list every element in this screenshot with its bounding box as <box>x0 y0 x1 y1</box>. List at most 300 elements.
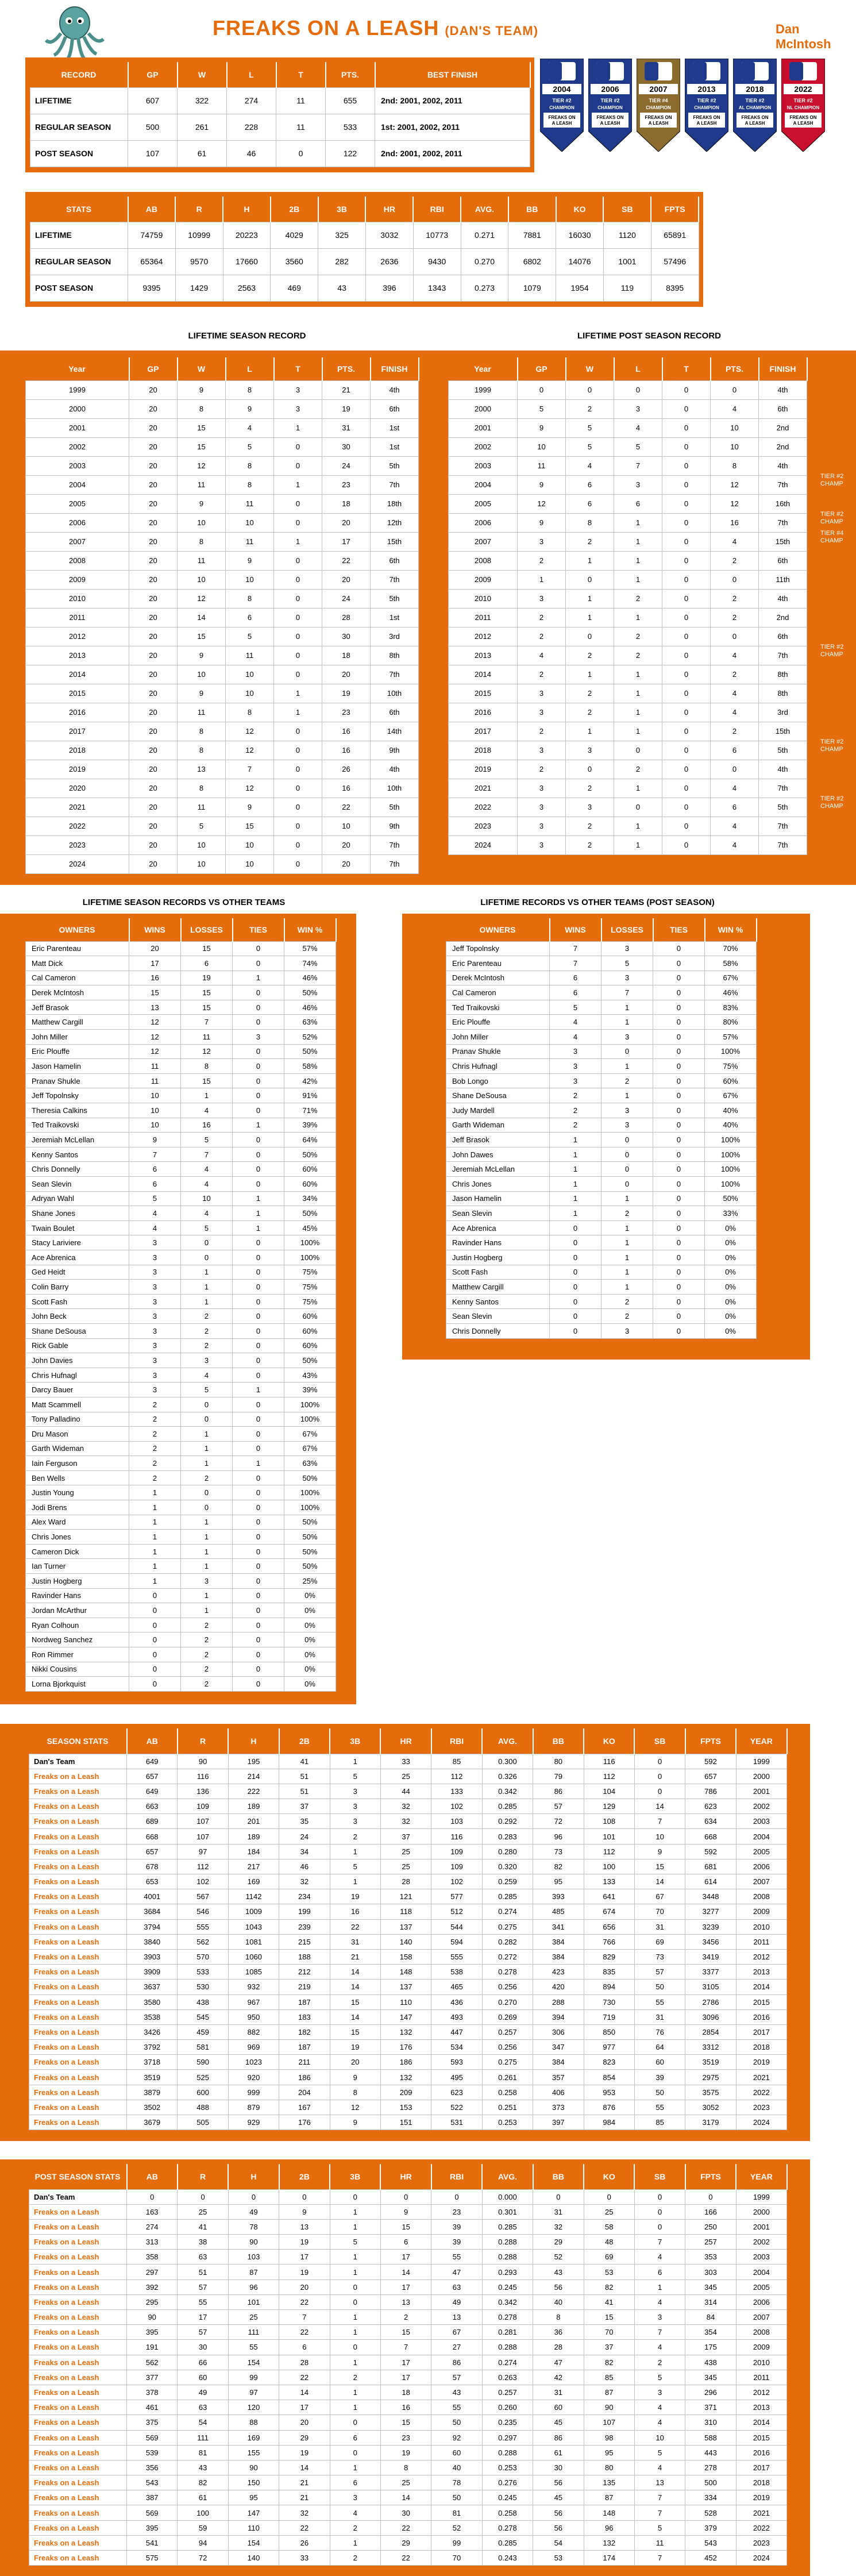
table-cell: Freaks on a Leash <box>29 2265 127 2279</box>
table-cell: 1060 <box>228 1949 279 1964</box>
table-cell: 102 <box>178 1874 228 1889</box>
table-cell: 2024 <box>736 2551 786 2566</box>
table-row <box>29 1814 787 1829</box>
table-cell: 2 <box>601 1206 653 1221</box>
table-cell: 20 <box>322 665 371 684</box>
table-cell: 0 <box>653 1059 705 1074</box>
table-cell: 2 <box>566 646 614 665</box>
table-cell: 3792 <box>127 2040 178 2055</box>
table-cell: 2003 <box>736 1814 786 1829</box>
column-header: Year <box>26 357 129 380</box>
table-cell: 1 <box>274 475 322 494</box>
table-cell: 8 <box>226 475 274 494</box>
table-cell: 67 <box>431 2325 482 2340</box>
table-cell: 0 <box>233 956 284 971</box>
table-cell: 1 <box>614 570 662 589</box>
table-cell: 2 <box>566 835 614 854</box>
table-cell: 6 <box>550 985 601 1000</box>
table-cell: Jeff Topolnsky <box>26 1088 129 1103</box>
table-cell: 530 <box>178 1980 228 1994</box>
table-cell: 20 <box>129 854 178 873</box>
table-cell: 2007 <box>736 1874 786 1889</box>
table-cell: Chris Jones <box>446 1177 550 1192</box>
table-row <box>26 1559 336 1574</box>
table-cell: 2024 <box>26 854 129 873</box>
table-cell: 4 <box>181 1177 233 1192</box>
table-cell: 0% <box>705 1235 757 1250</box>
table-cell: 132 <box>380 2024 431 2039</box>
table-cell: 2003 <box>736 2250 786 2265</box>
table-cell: 0 <box>274 722 322 741</box>
table-cell: 27 <box>431 2340 482 2355</box>
table-cell: Justin Young <box>26 1485 129 1500</box>
table-cell: 195 <box>228 1754 279 1769</box>
table-cell: 1 <box>614 817 662 835</box>
banner-team: FREAKS ON A LEASH <box>596 115 624 126</box>
table-cell: 0 <box>550 1250 601 1265</box>
table-cell: 50% <box>284 1206 336 1221</box>
column-header: YEAR <box>736 1728 786 1754</box>
table-cell: 60 <box>431 2445 482 2460</box>
table-cell: Adryan Wahl <box>26 1191 129 1206</box>
table-cell: 0 <box>601 1133 653 1148</box>
table-cell: 0 <box>566 627 614 646</box>
table-cell: 6 <box>226 608 274 627</box>
table-row <box>26 1220 336 1235</box>
table-cell: 147 <box>380 2009 431 2024</box>
table-row <box>29 1994 787 2009</box>
table-cell: 150 <box>228 2475 279 2490</box>
table-cell: Jeff Brasok <box>446 1133 550 1148</box>
table-cell: 0.269 <box>482 2009 533 2024</box>
table-cell: 0.245 <box>482 2279 533 2294</box>
table-cell: 65364 <box>128 248 176 275</box>
championship-banner <box>781 59 825 152</box>
table-cell: 10 <box>129 1118 181 1133</box>
table-row <box>26 956 336 971</box>
table-cell: 219 <box>279 1980 330 1994</box>
table-cell: 129 <box>584 1799 634 1814</box>
table-cell: 4 <box>634 2294 685 2309</box>
table-cell: 6 <box>129 1162 181 1177</box>
table-cell: 16 <box>129 971 181 985</box>
table-cell: LIFETIME <box>30 87 128 114</box>
table-cell: Freaks on a Leash <box>29 2535 127 2550</box>
table-cell: 4 <box>181 1206 233 1221</box>
table-row <box>26 941 336 956</box>
table-cell: 932 <box>228 1980 279 1994</box>
table-cell: 7 <box>380 2340 431 2355</box>
column-header: FPTS <box>685 2164 736 2189</box>
banner-graphic <box>781 59 825 152</box>
table-row <box>29 2009 787 2024</box>
table-cell: 3637 <box>127 1980 178 1994</box>
table-cell: 984 <box>584 2115 634 2130</box>
table-cell: 2014 <box>26 665 129 684</box>
banner-tier: TIER #4 <box>649 98 668 103</box>
table-cell: 6 <box>330 2475 380 2490</box>
table-cell: 3560 <box>271 248 318 275</box>
table-cell: 3903 <box>127 1949 178 1964</box>
table-cell: 2012 <box>449 627 518 646</box>
table-row <box>446 1030 757 1045</box>
table-row <box>29 2445 787 2460</box>
table-cell: Freaks on a Leash <box>29 2355 127 2370</box>
table-cell: 1 <box>330 1874 380 1889</box>
banner-tier: TIER #2 <box>552 98 572 103</box>
table-cell: 189 <box>228 1829 279 1844</box>
table-cell: 15 <box>380 2415 431 2430</box>
octopus-logo-icon <box>40 0 109 63</box>
column-header: TIES <box>233 918 284 941</box>
table-row <box>26 1368 336 1383</box>
table-cell: 51 <box>279 1784 330 1799</box>
table-cell: 30 <box>380 2505 431 2520</box>
table-cell: 111 <box>228 2325 279 2340</box>
table-cell: 36 <box>533 2325 584 2340</box>
table-cell: Jeremiah McLellan <box>26 1133 129 1148</box>
table-cell: 0 <box>274 551 322 570</box>
table-cell: 0 <box>566 570 614 589</box>
table-cell: 50% <box>284 1353 336 1368</box>
table-cell: 5 <box>181 1220 233 1235</box>
table-cell: Freaks on a Leash <box>29 2310 127 2325</box>
banner-tier: TIER #2 <box>600 98 620 103</box>
table-cell: 1023 <box>228 2055 279 2070</box>
table-cell: REGULAR SEASON <box>30 114 128 140</box>
table-cell: 100% <box>705 1044 757 1059</box>
table-cell: 6th <box>371 551 419 570</box>
table-row <box>30 248 699 275</box>
table-cell: 3718 <box>127 2055 178 2070</box>
table-cell: 137 <box>380 1919 431 1934</box>
table-cell: 137 <box>380 1980 431 1994</box>
table-cell: 0.278 <box>482 2310 533 2325</box>
table-cell: 28 <box>533 2340 584 2355</box>
table-cell: 1 <box>330 2325 380 2340</box>
table-cell: Ryan Colhoun <box>26 1618 129 1632</box>
table-cell: 9 <box>634 1844 685 1859</box>
table-cell: Freaks on a Leash <box>29 1799 127 1814</box>
table-cell: 9 <box>380 2204 431 2219</box>
table-cell: 154 <box>228 2355 279 2370</box>
table-cell: 0 <box>330 2294 380 2309</box>
table-cell: 0 <box>233 1647 284 1662</box>
table-cell: Freaks on a Leash <box>29 2204 127 2219</box>
table-cell: 3909 <box>127 1965 178 1980</box>
banner-label: CHAMPION <box>549 105 574 110</box>
table-cell: 356 <box>127 2460 178 2475</box>
table-cell: 1 <box>601 1015 653 1030</box>
table-cell: 0 <box>601 1044 653 1059</box>
table-cell: 7th <box>759 779 807 798</box>
table-row <box>446 1265 757 1280</box>
table-cell: 20 <box>129 475 178 494</box>
table-cell: 397 <box>533 2115 584 2130</box>
table-cell: 0 <box>181 1397 233 1412</box>
table-cell: 0 <box>274 779 322 798</box>
table-cell: 116 <box>584 1754 634 1769</box>
table-cell: 0.272 <box>482 1949 533 1964</box>
table-cell: 929 <box>228 2115 279 2130</box>
table-cell: 0 <box>662 456 711 475</box>
table-cell: 894 <box>584 1980 634 1994</box>
table-row <box>29 1874 787 1889</box>
table-cell: 5 <box>129 1191 181 1206</box>
table-cell: LIFETIME <box>30 222 128 248</box>
table-cell: 8 <box>533 2310 584 2325</box>
table-cell: 719 <box>584 2009 634 2024</box>
table-cell: Sean Slevin <box>446 1309 550 1324</box>
championship-banner <box>588 59 632 152</box>
table-cell: 2000 <box>26 399 129 418</box>
table-cell: 2 <box>566 703 614 722</box>
table-cell: Ravinder Hans <box>446 1235 550 1250</box>
table-cell: 201 <box>228 1814 279 1829</box>
table-row <box>446 1103 757 1118</box>
column-header: HR <box>380 2164 431 2189</box>
table-cell: 0 <box>276 140 326 167</box>
table-cell: 0 <box>228 2189 279 2204</box>
table-cell: 11 <box>634 2535 685 2550</box>
column-header: YEAR <box>736 2164 786 2189</box>
table-row <box>449 703 807 722</box>
table-cell: 0 <box>653 1206 705 1221</box>
table-cell: Sean Slevin <box>26 1177 129 1192</box>
table-cell: 0 <box>279 2189 330 2204</box>
table-cell: 28 <box>279 2355 330 2370</box>
table-cell: 0.276 <box>482 2475 533 2490</box>
table-cell: 0 <box>181 1235 233 1250</box>
table-cell: 20 <box>129 741 178 760</box>
table-cell: 0 <box>431 2189 482 2204</box>
table-cell: 1 <box>330 2204 380 2219</box>
table-cell: 14 <box>634 1874 685 1889</box>
table-cell: 10th <box>371 779 419 798</box>
table-cell: 0 <box>129 1618 181 1632</box>
table-cell: 8 <box>566 513 614 532</box>
table-cell: 217 <box>228 1859 279 1874</box>
table-cell: 2 <box>601 1073 653 1088</box>
table-cell: 0 <box>550 1294 601 1309</box>
table-cell: 2 <box>129 1456 181 1471</box>
table-cell: Ted Traikovski <box>26 1118 129 1133</box>
table-row <box>26 1235 336 1250</box>
table-cell: 17 <box>279 2250 330 2265</box>
table-cell: 50% <box>284 1044 336 1059</box>
table-cell: 341 <box>533 1919 584 1934</box>
table-cell: Freaks on a Leash <box>29 2219 127 2234</box>
table-row <box>29 2460 787 2475</box>
table-cell: 310 <box>685 2415 736 2430</box>
table-cell: 1 <box>181 1515 233 1530</box>
table-row <box>26 1191 336 1206</box>
table-cell: 2 <box>566 532 614 551</box>
table-cell: 3239 <box>685 1919 736 1934</box>
table-cell: 176 <box>380 2040 431 2055</box>
table-cell: 121 <box>380 1889 431 1904</box>
table-cell: 0% <box>284 1647 336 1662</box>
table-cell: 187 <box>279 2040 330 2055</box>
table-cell: 23 <box>322 475 371 494</box>
table-cell: 590 <box>178 2055 228 2070</box>
table-cell: 0.256 <box>482 1980 533 1994</box>
table-cell: 0 <box>233 1515 284 1530</box>
table-cell: 73 <box>634 1949 685 1964</box>
table-cell: 8 <box>380 2460 431 2475</box>
table-cell: 2 <box>181 1647 233 1662</box>
column-header: W <box>566 357 614 380</box>
table-cell: 16 <box>330 1904 380 1919</box>
table-cell: 1 <box>274 684 322 703</box>
table-cell: Freaks on a Leash <box>29 2490 127 2505</box>
table-cell: 64 <box>634 2040 685 2055</box>
table-cell: 1 <box>129 1530 181 1545</box>
table-cell: Freaks on a Leash <box>29 2370 127 2385</box>
table-cell: 1 <box>233 1191 284 1206</box>
league-logo-stripe <box>693 62 707 80</box>
table-cell: 15 <box>634 1859 685 1874</box>
table-cell: 2nd <box>759 418 807 437</box>
table-cell: 2018 <box>449 741 518 760</box>
table-cell: 0.288 <box>482 2235 533 2250</box>
table-cell: Freaks on a Leash <box>29 1965 127 1980</box>
table-cell: 953 <box>584 2085 634 2100</box>
table-cell: 59 <box>178 2520 228 2535</box>
table-cell: 3879 <box>127 2085 178 2100</box>
table-cell: 16 <box>322 741 371 760</box>
table-cell: 20 <box>129 941 181 956</box>
table-cell: 34 <box>279 1844 330 1859</box>
table-cell: Pranav Shukle <box>446 1044 550 1059</box>
table-cell: Freaks on a Leash <box>29 2279 127 2294</box>
table-row <box>446 956 757 971</box>
table-cell: 20 <box>322 513 371 532</box>
table-cell: 3 <box>518 532 566 551</box>
table-cell: 3 <box>129 1383 181 1397</box>
table-cell: 74759 <box>128 222 176 248</box>
table-cell: 11th <box>759 570 807 589</box>
table-cell: 86 <box>431 2355 482 2370</box>
column-header: R <box>178 1728 228 1754</box>
table-cell: 0 <box>653 985 705 1000</box>
table-cell: 12 <box>226 722 274 741</box>
table-cell: 17 <box>380 2370 431 2385</box>
table-cell: 459 <box>178 2024 228 2039</box>
table-cell: 32 <box>279 1874 330 1889</box>
table-cell: Lorna Bjorkquist <box>26 1677 129 1692</box>
league-logo-stripe <box>596 62 610 80</box>
table-cell: 64% <box>284 1133 336 1148</box>
table-cell: 102 <box>431 1799 482 1814</box>
table-cell: Ted Traikovski <box>446 1000 550 1015</box>
table-row <box>26 1353 336 1368</box>
table-cell: 55 <box>228 2340 279 2355</box>
table-cell: 100% <box>705 1133 757 1148</box>
table-cell: 2015 <box>26 684 129 703</box>
table-cell: 0 <box>181 1485 233 1500</box>
table-cell: Jodi Brens <box>26 1500 129 1515</box>
table-row <box>26 418 419 437</box>
table-cell: 394 <box>533 2009 584 2024</box>
table-cell: 120 <box>228 2400 279 2415</box>
table-cell: 135 <box>584 2475 634 2490</box>
table-cell: 5 <box>226 437 274 456</box>
column-header: SB <box>634 2164 685 2189</box>
table-cell: 0 <box>662 589 711 608</box>
table-cell: 4 <box>181 1162 233 1177</box>
table-cell: 0 <box>181 1412 233 1427</box>
table-cell: 3426 <box>127 2024 178 2039</box>
banner-graphic <box>588 59 632 152</box>
table-row <box>26 513 419 532</box>
table-cell: 8 <box>178 532 226 551</box>
table-cell: Iain Ferguson <box>26 1456 129 1471</box>
table-cell: 48 <box>584 2235 634 2250</box>
table-cell: 17 <box>380 2355 431 2370</box>
table-cell: 107 <box>584 2415 634 2430</box>
table-cell: 406 <box>533 2085 584 2100</box>
table-cell: 541 <box>127 2535 178 2550</box>
table-cell: 0 <box>233 1603 284 1618</box>
table-cell: Freaks on a Leash <box>29 2430 127 2445</box>
table-cell: 82 <box>584 2355 634 2370</box>
table-cell: 14 <box>380 2265 431 2279</box>
table-cell: 3538 <box>127 2009 178 2024</box>
table-cell: 63 <box>431 2279 482 2294</box>
table-cell: 0.288 <box>482 2340 533 2355</box>
table-cell: 5 <box>181 1133 233 1148</box>
table-cell: 50 <box>431 2415 482 2430</box>
table-row <box>29 2310 787 2325</box>
table-cell: 15 <box>178 437 226 456</box>
table-cell: 110 <box>380 1994 431 2009</box>
table-cell: 1 <box>274 418 322 437</box>
table-cell: 4 <box>711 779 759 798</box>
table-cell: Shane DeSousa <box>446 1088 550 1103</box>
table-cell: Freaks on a Leash <box>29 2235 127 2250</box>
table-cell: 0 <box>634 1784 685 1799</box>
table-cell: 0 <box>711 627 759 646</box>
table-cell: 8 <box>178 722 226 741</box>
table-row <box>26 985 336 1000</box>
table-row <box>449 665 807 684</box>
table-cell: 14 <box>178 608 226 627</box>
table-cell: 10 <box>518 437 566 456</box>
table-cell: 19 <box>181 971 233 985</box>
table-cell: Darcy Bauer <box>26 1383 129 1397</box>
table-cell: 87 <box>228 2265 279 2279</box>
table-cell: Ace Abrenica <box>26 1250 129 1265</box>
table-cell: 0 <box>653 1191 705 1206</box>
table-cell: 20 <box>129 437 178 456</box>
table-cell: 0 <box>233 1073 284 1088</box>
table-cell: 3105 <box>685 1980 736 1994</box>
table-cell: 5th <box>371 798 419 817</box>
table-cell: Shane Jones <box>26 1206 129 1221</box>
table-cell: 0 <box>330 2445 380 2460</box>
table-cell: 66 <box>178 2355 228 2370</box>
table-cell: 46 <box>227 140 276 167</box>
table-cell: 70 <box>431 2551 482 2566</box>
table-cell: 0.258 <box>482 2505 533 2520</box>
table-cell: 2 <box>518 760 566 779</box>
table-cell: 50% <box>284 1559 336 1574</box>
table-cell: 531 <box>431 2115 482 2130</box>
post-season-stats-table <box>29 2164 788 2566</box>
table-row <box>29 1980 787 1994</box>
table-cell: 10 <box>178 513 226 532</box>
